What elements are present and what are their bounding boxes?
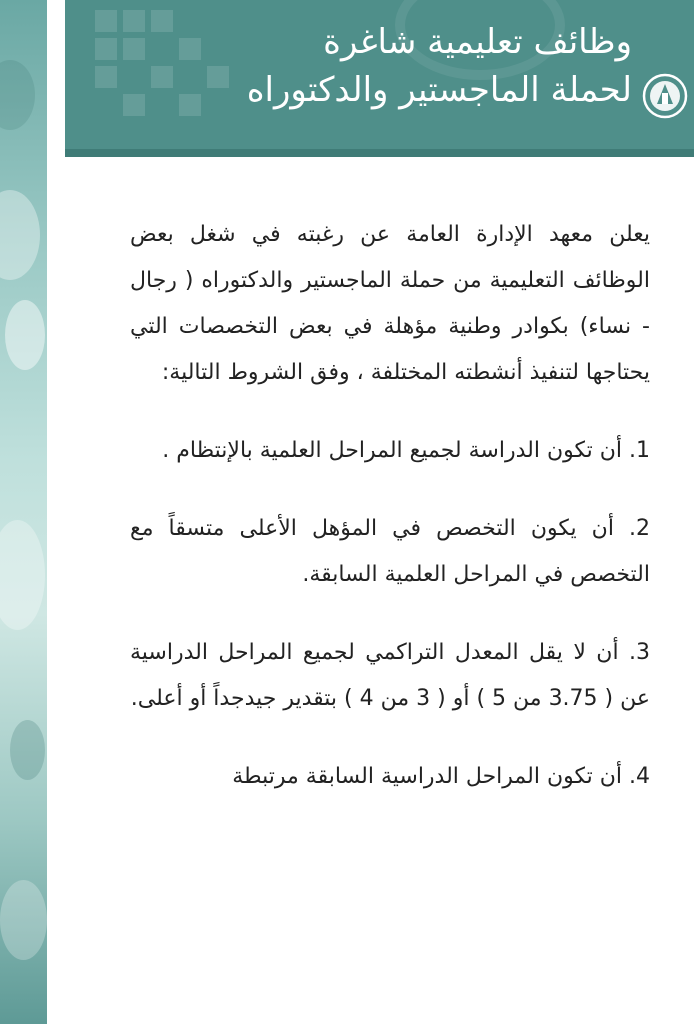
strip-pattern (0, 520, 45, 630)
strip-pattern (0, 880, 47, 960)
strip-pattern (10, 720, 45, 780)
header-banner (65, 0, 694, 157)
title-line-1: وظائف تعليمية شاغرة (323, 22, 632, 62)
title-line-2: لحملة الماجستير والدكتوراه (246, 70, 632, 110)
page-gutter (47, 0, 65, 1024)
condition-item-2: 2. أن يكون التخصص في المؤهل الأعلى متسقاً مع التخصص في المراحل العلمية السابقة. (130, 516, 650, 587)
condition-item-1: 1. أن تكون الدراسة لجميع المراحل العلمية بالإنتظام . (162, 438, 650, 463)
intro-paragraph: يعلن معهد الإدارة العامة عن رغبته في شغل بعض الوظائف التعليمية من حملة الماجستير والدكتوراه ( رجال - نساء) بكوادر وطنية مؤهلة في بعض التخصصات التي يحتاجها لتنفيذ أنشطته المختلفة ، وفق الشروط التالية: (130, 222, 650, 385)
institute-emblem-icon (642, 73, 688, 119)
decorative-side-strip (0, 0, 47, 1024)
condition-item-4: 4. أن تكون المراحل الدراسية السابقة مرتبطة (232, 764, 650, 789)
strip-pattern (0, 60, 35, 130)
strip-pattern (0, 190, 40, 280)
article-body (130, 212, 650, 832)
page-title (152, 18, 632, 114)
header-bottom-bar (65, 149, 694, 157)
strip-pattern (5, 300, 45, 370)
condition-item-3: 3. أن لا يقل المعدل التراكمي لجميع المراحل الدراسية عن ( 3.75 من 5 ) أو ( 3 من 4 ) بتقدير جيدجداً أو أعلى. (130, 640, 650, 711)
